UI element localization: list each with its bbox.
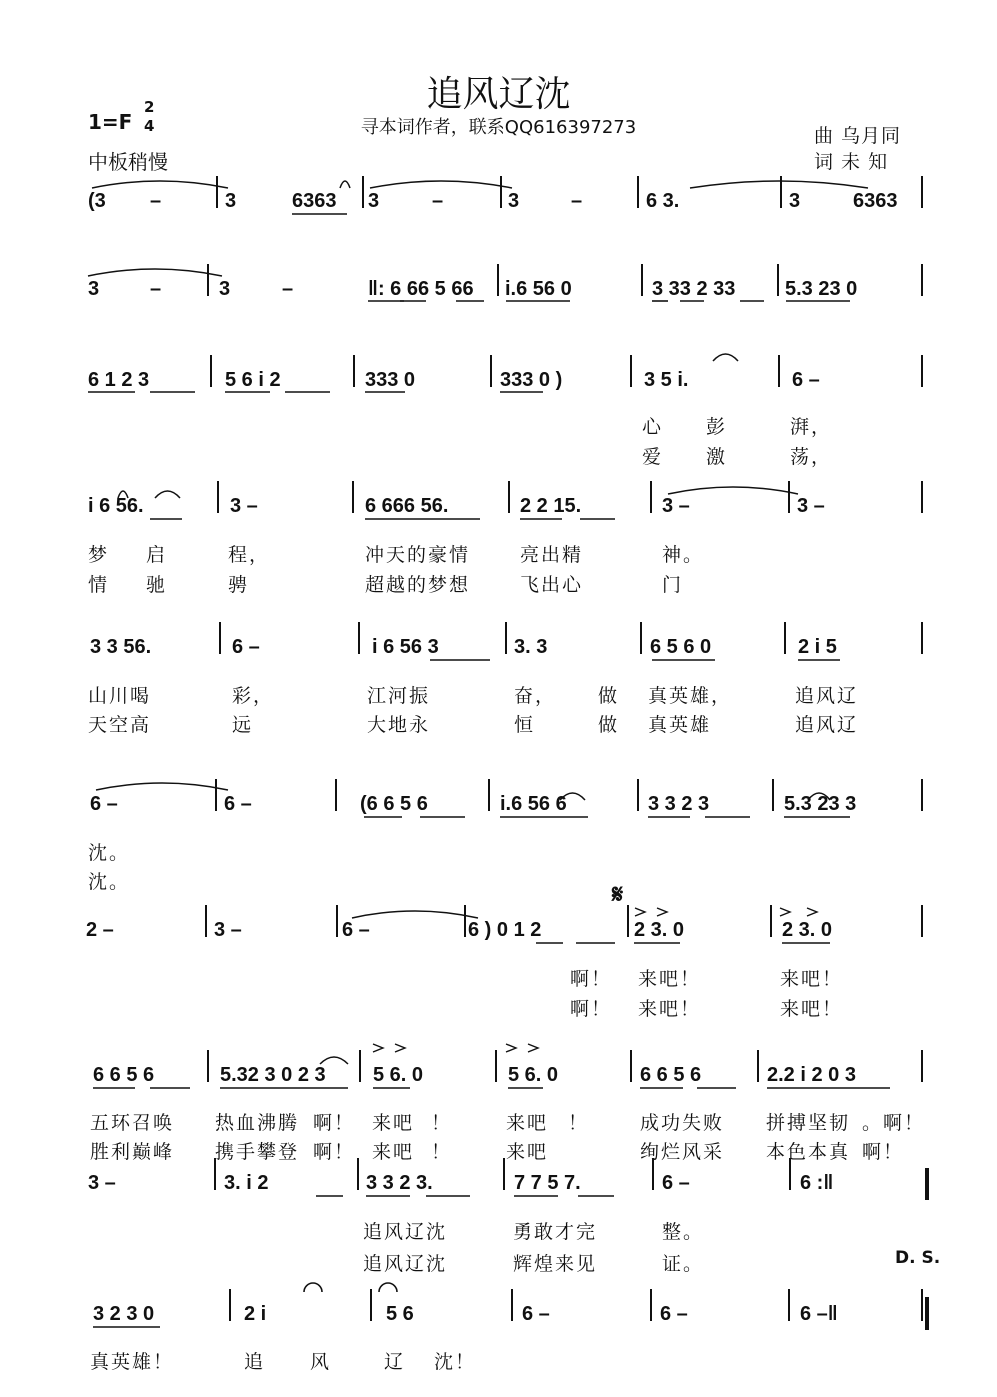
measure-notes: 2 2 15. [520,495,582,517]
measure-notes: 5 6 [386,1303,414,1325]
lyric-syllable: 热血沸腾 [215,1112,300,1134]
accent-mark [373,1044,383,1052]
lyric-syllable: 彩， [232,685,275,707]
measure-notes: 3 – [230,495,258,517]
lyric-syllable: 梦 [88,544,110,566]
measure-notes: 3 5 i. [644,369,689,391]
lyric-syllable: 风 [310,1351,332,1373]
measure-notes: 6 – [232,636,260,658]
lyric-syllable: 本色本真 [766,1141,851,1163]
lyric-syllable: 来吧 [506,1141,549,1163]
slur [668,487,798,494]
accent-mark [780,908,790,916]
lyric-syllable: 山川喝 [88,685,152,707]
measure-notes: 2 3. 0 [634,919,685,941]
measure-notes: 6 1 2 3 [88,369,150,391]
lyric-syllable: 程， [228,544,271,566]
lyric-syllable: 湃， [790,416,833,438]
measure-notes: – [282,278,294,300]
measure-notes: 6 :‖ [800,1172,834,1194]
measure-notes: 6 – [522,1303,550,1325]
measure-notes: 6 – [662,1172,690,1194]
lyric-syllable: 来吧！ [638,998,702,1020]
measure-notes: 5.32 3 0 2 3 [220,1064,326,1086]
measure-notes: 3 – [662,495,690,517]
lyric-syllable: 携手攀登 [215,1141,300,1163]
lyric-syllable: 证。 [662,1253,705,1275]
measure-notes: (3 [88,190,106,212]
measure-notes: 6 5 6 0 [650,636,712,658]
slur [370,181,512,188]
measure-notes: 3 3 56. [90,636,152,658]
measure-notes: 6 – [660,1303,688,1325]
lyric-syllable: 冲天的豪情 [365,544,471,566]
measure-notes: 3. i 2 [224,1172,269,1194]
slur [808,793,830,800]
lyric-syllable: 拼搏坚韧 [766,1112,851,1134]
lyric-syllable: 沈。 [88,871,131,893]
song-title: 追风辽沈 [426,74,571,115]
lyric-syllable: 来吧 [506,1112,549,1134]
measure-notes: 5 6. 0 [373,1064,424,1086]
lyric-syllable: 奋， [514,685,557,707]
lyric-syllable: 情 [88,574,110,596]
meter-bottom: 4 [144,117,155,135]
final-barline [925,1168,929,1200]
lyric-syllable: 启 [146,544,168,566]
measure-notes: 6 6 5 6 [93,1064,155,1086]
tempo-marking: 中板稍慢 [88,150,168,174]
lyric-syllable: 追风辽沈 [363,1221,448,1243]
lyric-syllable: 追风辽 [795,714,859,736]
accent-mark [807,908,817,916]
segno-sign: 𝄋 [612,880,624,910]
lyric-syllable: 。啊！ [862,1112,926,1134]
measure-notes: 5 6 i 2 [225,369,281,391]
measure-notes: 3 3 2 3. [366,1172,433,1194]
measure-notes: 6 666 56. [365,495,449,517]
measure-notes: 3 – [214,919,242,941]
lyric-syllable: 成功失败 [640,1112,725,1134]
measure-notes: 3 3 2 3 [648,793,710,815]
accent-mark [395,1044,405,1052]
measure-notes: 6 – [792,369,820,391]
slur [713,354,738,361]
measure-notes: i 6 56 3 [372,636,439,658]
lyric-syllable: 真英雄， [648,685,733,707]
lyric-syllable: 做 [598,685,620,707]
measure-notes: 6 ) 0 1 2 [468,919,542,941]
lyric-syllable: 绚烂风采 [640,1141,725,1163]
lyric-syllable: 爱 [642,446,664,468]
lyric-syllable: 来吧！ [780,998,844,1020]
lyric-syllable: 胜利巅峰 [90,1141,175,1163]
measure-notes: 3 [789,190,801,212]
measure-notes: 3 [508,190,520,212]
dal-segno-mark: D. S. [895,1248,941,1268]
lyric-syllable: 啊！ [570,968,613,990]
lyric-syllable: 门 [662,574,684,596]
song-subtitle: 寻本词作者，联系QQ616397273 [360,117,637,138]
measure-notes: 6 – [90,793,118,815]
lyric-syllable: 激 [706,446,728,468]
measure-notes: 3 2 3 0 [93,1303,155,1325]
measure-notes: – [571,190,583,212]
lyric-syllable: 彭 [706,416,728,438]
lyric-syllable: 来吧！ [780,968,844,990]
measure-notes: i 6 56. [88,495,144,517]
lyric-syllable: 天空高 [88,714,152,736]
lyric-syllable: 超越的梦想 [365,574,471,596]
slur [340,181,350,188]
measure-notes: 3 33 2 33 [652,278,736,300]
measure-notes: 6363 [292,190,337,212]
measure-notes: 333 0 ) [500,369,563,391]
lyric-syllable: 啊！ [570,998,613,1020]
composer-credit: 曲 乌月同 [814,125,902,147]
slur [118,491,128,498]
lyric-syllable: 沈。 [88,842,131,864]
lyric-syllable: ！ [431,1112,453,1134]
lyric-syllable: 心 [642,416,664,438]
lyric-syllable: 江河振 [367,685,431,707]
lyric-syllable: ！ [568,1112,590,1134]
accent-mark [506,1044,516,1052]
accent-mark [657,908,667,916]
accent-mark [635,908,645,916]
lyric-syllable: 追风辽沈 [363,1253,448,1275]
measure-notes: 2 i [244,1303,267,1325]
measure-notes: 6363 [853,190,898,212]
measure-notes: 6 3. [646,190,680,212]
fermata [304,1283,322,1292]
fermata [379,1283,397,1292]
lyric-syllable: 五环召唤 [90,1112,175,1134]
slur [88,269,222,276]
lyric-syllable: 真英雄 [648,714,712,736]
lyric-syllable: 做 [598,714,620,736]
lyric-syllable: 真英雄！ [90,1351,175,1373]
lyric-syllable: 来吧 [372,1141,415,1163]
measure-notes: 2 3. 0 [782,919,833,941]
measure-notes: – [150,278,162,300]
measure-notes: 7 7 5 7. [514,1172,581,1194]
lyric-syllable: 追风辽 [795,685,859,707]
measure-notes: i.6 56 0 [505,278,572,300]
slur [320,1057,348,1064]
slur [690,181,868,188]
measure-notes: 3 [88,278,100,300]
measure-notes: 3 [225,190,237,212]
slur [96,783,228,790]
measure-notes: 2 – [86,919,114,941]
lyric-syllable: 勇敢才完 [513,1221,598,1243]
lyric-syllable: 来吧 [372,1112,415,1134]
measure-notes: 3 – [797,495,825,517]
slur [352,911,478,918]
measure-notes: 6 – [224,793,252,815]
measure-notes: 6 – [342,919,370,941]
lyric-syllable: 追 [244,1351,266,1373]
measure-notes: – [150,190,162,212]
measure-notes: i.6 56 6 [500,793,567,815]
measure-notes: 333 0 [365,369,416,391]
lyricist-credit: 词 未 知 [814,151,889,173]
lyric-syllable: 荡， [790,446,833,468]
lyric-syllable: 神。 [662,544,705,566]
lyric-syllable: 啊！ [313,1112,356,1134]
measure-notes: ‖: 6 66 5 66 [368,278,474,300]
lyric-syllable: 辽 [384,1351,406,1373]
lyric-syllable: 啊！ [862,1141,905,1163]
lyric-syllable: 辉煌来见 [513,1253,598,1275]
slur [155,491,180,498]
key-signature: 1=F [88,110,133,134]
slur [92,181,228,188]
measure-notes: (6 6 5 6 [360,793,428,815]
measure-notes: 2 i 5 [798,636,837,658]
measure-notes: 6 –‖ [800,1303,838,1325]
accent-mark [528,1044,538,1052]
lyric-syllable: 来吧！ [638,968,702,990]
final-barline [925,1297,929,1330]
measure-notes: 5 6. 0 [508,1064,559,1086]
slur [560,793,585,800]
lyric-syllable: 亮出精 [520,544,584,566]
lyric-syllable: 整。 [662,1221,705,1243]
measure-notes: 3 [219,278,231,300]
lyric-syllable: 大地永 [367,714,431,736]
lyric-syllable: ！ [431,1141,453,1163]
measure-notes: 3 [368,190,380,212]
measure-notes: 2.2 i 2 0 3 [767,1064,856,1086]
lyric-syllable: 飞出心 [520,574,584,596]
lyric-syllable: 骋 [228,574,250,596]
measure-notes: 3 – [88,1172,116,1194]
meter-top: 2 [144,98,155,116]
measure-notes: 5.3 23 3 [784,793,857,815]
lyric-syllable: 驰 [146,574,168,596]
measure-notes: 3. 3 [514,636,548,658]
measure-notes: 6 6 5 6 [640,1064,702,1086]
lyric-syllable: 啊！ [313,1141,356,1163]
lyric-syllable: 沈！ [434,1351,477,1373]
lyric-syllable: 远 [232,714,254,736]
measure-notes: – [432,190,444,212]
measure-notes: 5.3 23 0 [785,278,858,300]
lyric-syllable: 恒 [514,714,536,736]
